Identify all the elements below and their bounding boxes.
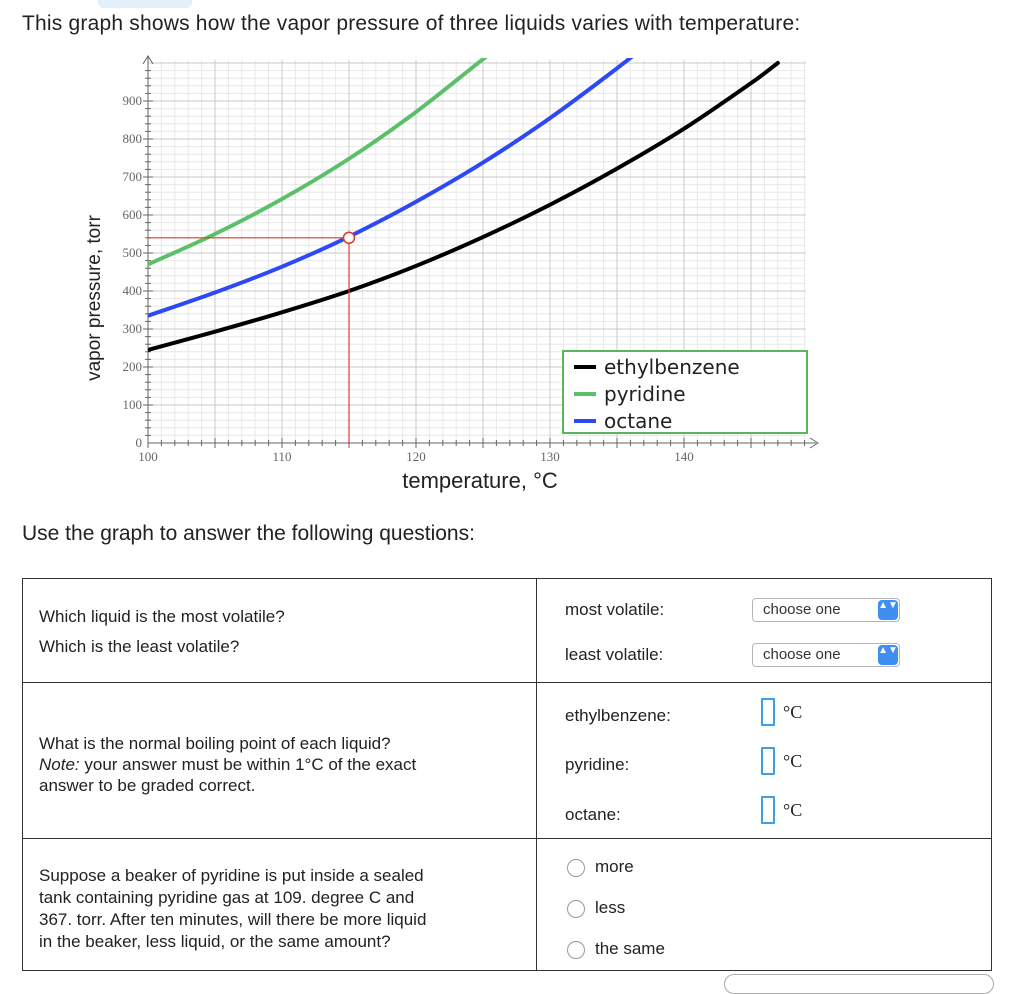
- question-table: [22, 578, 992, 971]
- question-line: [39, 754, 416, 775]
- question-row: [23, 683, 992, 839]
- select-value: choose one: [763, 646, 841, 663]
- question-line: tank containing pyridine gas at 109. degree C and: [39, 888, 415, 907]
- y-tick-label: 400: [122, 283, 142, 298]
- y-tick-label: 700: [122, 169, 142, 184]
- submit-button[interactable]: [724, 974, 994, 994]
- series-line-ethylbenzene: [148, 63, 778, 350]
- top-tab: [98, 0, 192, 8]
- chevron-updown-icon: ▲▼: [878, 600, 898, 620]
- chart-svg: [0, 50, 1024, 500]
- question-text: Which is the least volatile?: [39, 637, 240, 656]
- select-value: choose one: [763, 601, 841, 618]
- y-tick-label: 600: [122, 207, 142, 222]
- question-text: Which liquid is the most volatile?: [39, 607, 285, 626]
- radio-same[interactable]: [567, 941, 585, 959]
- chevron-updown-icon: ▲▼: [878, 645, 898, 665]
- y-tick-label: 0: [135, 435, 142, 450]
- series-line-pyridine: [148, 50, 514, 264]
- unit-label: °C: [783, 800, 803, 820]
- x-tick-label: 110: [272, 449, 292, 464]
- pyridine-label: pyridine:: [565, 755, 630, 774]
- radio-less[interactable]: [567, 900, 585, 918]
- option-label: more: [595, 857, 634, 876]
- x-tick-label: 100: [138, 449, 158, 464]
- most-volatile-select[interactable]: [752, 598, 900, 622]
- x-axis-label: temperature, °C: [402, 468, 558, 493]
- pyridine-bp-input[interactable]: [761, 747, 775, 775]
- question-row: [23, 839, 992, 971]
- legend-swatch: [574, 392, 596, 396]
- answer-cell: [537, 683, 992, 839]
- ethylbenzene-bp-input[interactable]: [761, 698, 775, 726]
- annotation-marker: [344, 232, 355, 243]
- legend-label: ethylbenzene: [604, 354, 740, 379]
- legend-swatch: [574, 365, 596, 369]
- question-text: [39, 865, 426, 953]
- x-tick-label: 130: [540, 449, 560, 464]
- option-label: less: [595, 898, 626, 917]
- question-cell: [23, 683, 537, 839]
- legend-label: octane: [604, 408, 673, 433]
- radio-more[interactable]: [567, 859, 585, 877]
- legend-swatch: [574, 419, 596, 423]
- x-tick-label: 120: [406, 449, 426, 464]
- y-tick-label: 800: [122, 131, 142, 146]
- question-text: [39, 733, 416, 796]
- legend-label: pyridine: [604, 381, 686, 406]
- note-word: Note:: [39, 755, 80, 774]
- option-label: the same: [595, 939, 665, 958]
- question-line: Suppose a beaker of pyridine is put inside a sealed: [39, 866, 424, 885]
- unit-label: °C: [783, 751, 803, 771]
- question-row: [23, 579, 992, 683]
- x-tick-label: 140: [674, 449, 694, 464]
- vapor-pressure-chart: [0, 50, 1024, 500]
- y-tick-label: 900: [122, 93, 142, 108]
- least-volatile-select[interactable]: [752, 643, 900, 667]
- ethylbenzene-label: ethylbenzene:: [565, 706, 671, 725]
- answer-cell: [537, 579, 992, 683]
- intro-text: This graph shows how the vapor pressure of three liquids varies with temperature:: [22, 12, 801, 35]
- question-cell: [23, 579, 537, 683]
- least-volatile-label: least volatile:: [565, 645, 664, 664]
- question-line: What is the normal boiling point of each liquid?: [39, 734, 391, 753]
- legend-item: [574, 407, 796, 434]
- question-line: 367. torr. After ten minutes, will there be more liquid: [39, 910, 427, 929]
- annotation: [148, 232, 355, 443]
- y-tick-label: 200: [122, 359, 142, 374]
- note-text: your answer must be within 1°C of the exact: [79, 755, 417, 774]
- y-tick-label: 300: [122, 321, 142, 336]
- question-line: in the beaker, less liquid, or the same amount?: [39, 932, 391, 951]
- most-volatile-label: most volatile:: [565, 600, 665, 619]
- question-line: answer to be graded correct.: [39, 776, 256, 795]
- legend-item: [574, 353, 796, 380]
- y-axis-label: vapor pressure, torr: [84, 215, 105, 381]
- unit-label: °C: [783, 702, 803, 722]
- instructions-text: Use the graph to answer the following questions:: [22, 522, 475, 545]
- legend-item: [574, 380, 796, 407]
- answer-cell: [537, 839, 992, 971]
- question-cell: [23, 839, 537, 971]
- octane-label: octane:: [565, 805, 621, 824]
- chart-legend: [562, 350, 808, 434]
- y-tick-label: 500: [122, 245, 142, 260]
- octane-bp-input[interactable]: [761, 796, 775, 824]
- y-tick-label: 100: [122, 397, 142, 412]
